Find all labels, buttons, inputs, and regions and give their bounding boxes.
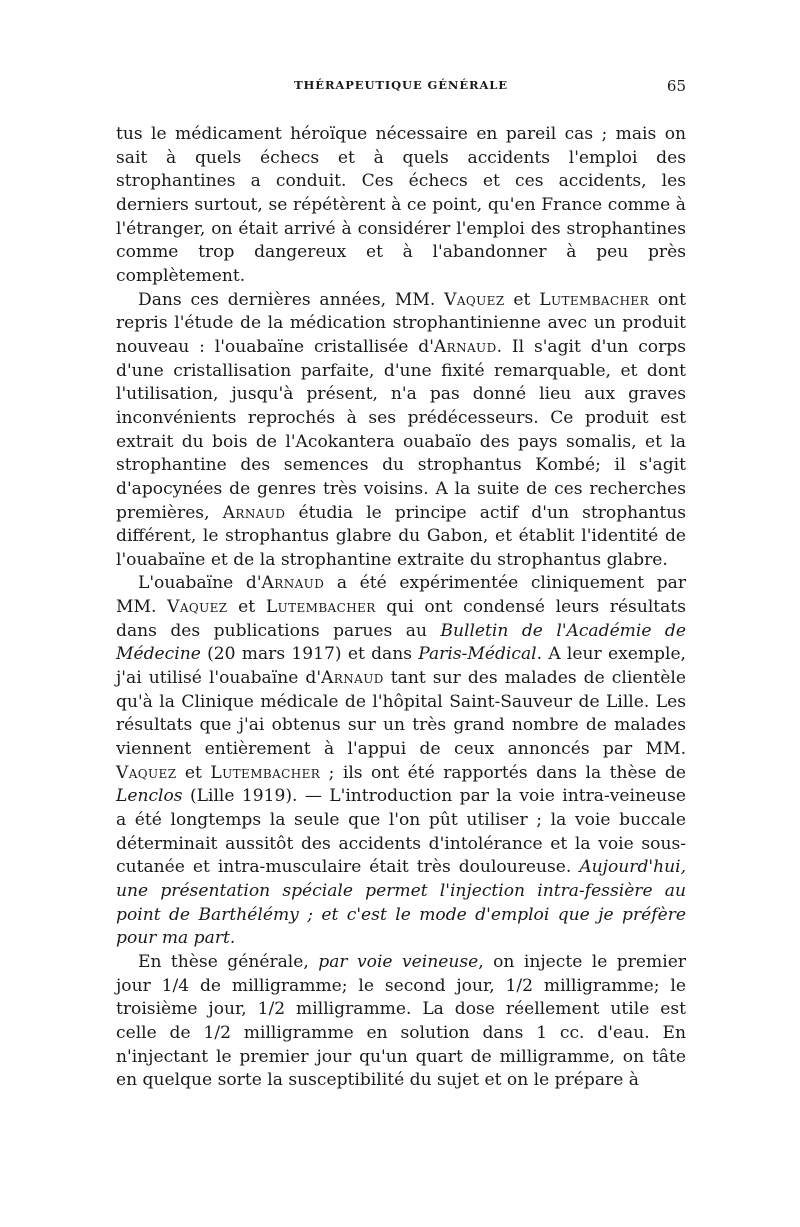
text-run: . A leur exemple, j'ai utilisé l'ouabaïne d' bbox=[116, 644, 686, 689]
text-run: étudia le principe actif d'un strophantus différent, le strophantus glabre du Gabon, et établit l'identité de l'ouabaïne et de la strophantine extraite du strophantus glabre. bbox=[116, 502, 686, 570]
author-name: Vaquez bbox=[444, 289, 505, 310]
italic-text: Lenclos bbox=[116, 786, 183, 807]
paragraph bbox=[116, 289, 686, 573]
paragraph bbox=[116, 572, 686, 951]
text-run: ont repris l'étude de la médication strophantinienne avec un produit nouveau : l'ouabaïne cristallisée d' bbox=[116, 289, 687, 357]
italic-text: Bulletin de l'Académie de Médecine bbox=[116, 620, 686, 665]
author-name: Vaquez bbox=[167, 597, 228, 618]
text-run: Dans ces dernières années, MM. bbox=[138, 289, 445, 310]
text-run: ; ils ont été rapportés dans la thèse de bbox=[320, 762, 686, 783]
paragraph bbox=[116, 123, 686, 289]
text-run: et bbox=[504, 289, 540, 310]
running-head: THÉRAPEUTIQUE GÉNÉRALE bbox=[294, 78, 508, 92]
italic-text: Aujourd'hui, une présentation spéciale permet l'injection intra-fessière au point de Barthélémy ; et c'est le mode d'emploi que je préfère pour ma part. bbox=[116, 857, 686, 949]
text-run: L'ouabaïne d' bbox=[138, 573, 262, 594]
text-run: . Il s'agit d'un corps d'une cristallisation parfaite, d'une fixité remarquable, et dont l'utilisation, jusqu'à présent, n'a pas donné lieu aux graves inconvénients reprochés à ses prédécesseurs. Ce produit est extrait du bois de l'Acokantera ouabaïo des pays somalis, et la strophantine des semences du strophantus Kombé; il s'agit d'apocynées de genres très voisins. A la suite de ces recherches premières, bbox=[116, 336, 686, 523]
text-run: qui ont condensé leurs résultats dans des publications parues au bbox=[116, 597, 687, 641]
author-name: Lutembacher bbox=[539, 289, 650, 310]
text-run: , on injecte le premier jour 1/4 de milligramme; le second jour, 1/2 milligramme; le troisième jour, 1/2 milligramme. La dose réellement utile est celle de 1/2 milligramme en solution dans 1 cc. d'eau. En n'injectant le premier jour qu'un quart de milligramme, on tâte en quelque sorte la susceptibilité du sujet et on le prépare à bbox=[116, 951, 687, 1091]
author-name: Arnaud bbox=[433, 336, 497, 357]
italic-text: par voie veineuse bbox=[318, 951, 479, 972]
italic-text: Paris-Médical bbox=[418, 644, 537, 665]
text-run: et bbox=[227, 597, 266, 618]
author-name: Arnaud bbox=[261, 573, 325, 594]
author-name: Vaquez bbox=[116, 762, 177, 783]
paragraph bbox=[116, 951, 686, 1093]
text-run: tant sur des malades de clientèle qu'à la Clinique médicale de l'hôpital Saint-Sauveur de Lille. Les résultats que j'ai obtenus sur un très grand nombre de malades viennent entièrement à l'appui de ceux annoncés par MM. bbox=[116, 668, 686, 760]
author-name: Arnaud bbox=[321, 668, 384, 689]
text-run: tus le médicament héroïque nécessaire en pareil cas ; mais on sait à quels échecs et à quels accidents l'emploi des strophantines a conduit. Ces échecs et ces accidents, les derniers surtout, se répétèrent à ce point, qu'en France comme à l'étranger, on était arrivé à considérer l'emploi des strophantines comme trop dangereux et à l'abandonner à peu près complètement. bbox=[116, 124, 686, 286]
author-name: Arnaud bbox=[222, 502, 286, 523]
page-header bbox=[116, 78, 686, 98]
text-run: et bbox=[176, 762, 211, 783]
author-name: Lutembacher bbox=[210, 762, 321, 783]
text-run: En thèse générale, bbox=[138, 951, 319, 972]
body-text bbox=[116, 123, 686, 1093]
text-run: (Lille 1919). — L'introduction par la voie intra-veineuse a été longtemps la seule que l'on pût utiliser ; la voie buccale déterminait aussitôt des accidents d'intolérance et la voie sous-cutanée et intra-musculaire était très douloureuse. bbox=[116, 786, 686, 878]
text-run: (20 mars 1917) et dans bbox=[200, 644, 419, 665]
text-run: a été expérimentée cliniquement par MM. bbox=[116, 573, 686, 618]
author-name: Lutembacher bbox=[265, 597, 376, 618]
page-number: 65 bbox=[666, 77, 686, 95]
